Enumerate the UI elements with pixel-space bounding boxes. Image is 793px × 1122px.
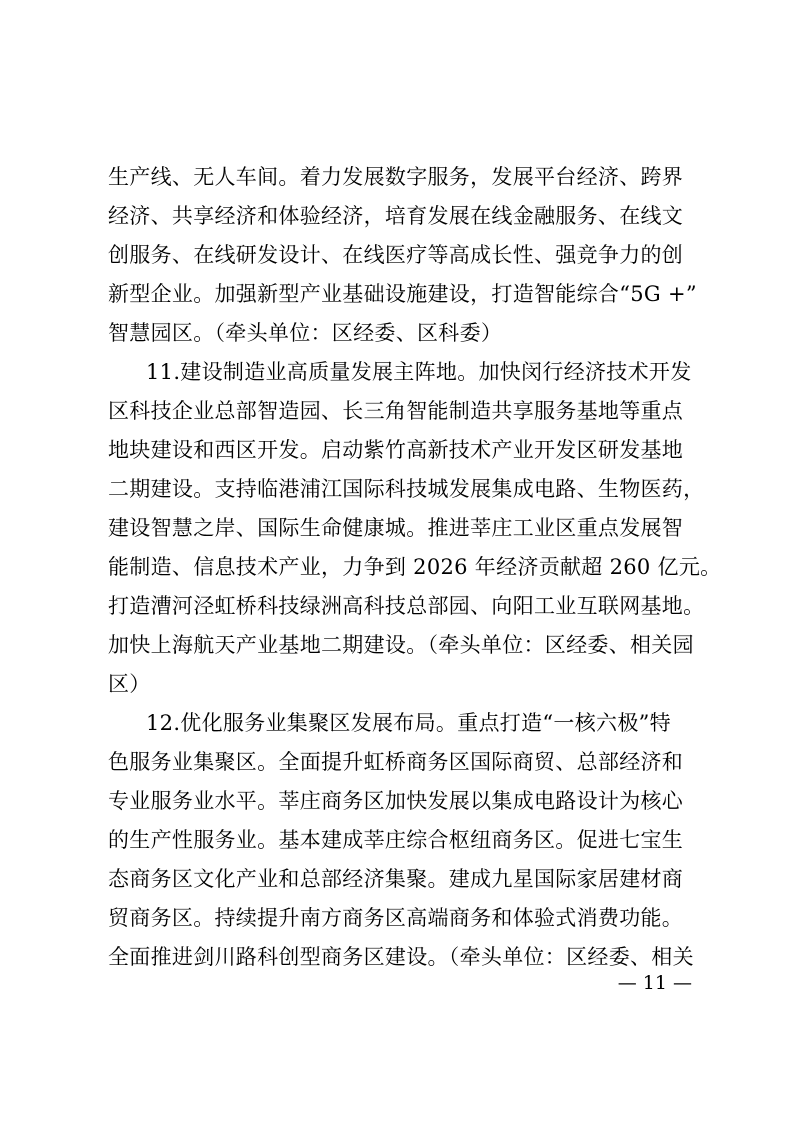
text-line: 态商务区文化产业和总部经济集聚。建成九星国际家居建材商: [108, 867, 684, 891]
page-number: — 11 —: [617, 972, 692, 994]
text-line: 二期建设。支持临港浦江国际科技城发展集成电路、生物医药，: [108, 477, 705, 501]
text-line: 智慧园区。（牵头单位：区经委、区科委）: [108, 321, 503, 345]
text-line: 的生产性服务业。基本建成莘庄综合枢纽商务区。促进七宝生: [108, 828, 684, 852]
text-line: 地块建设和西区开发。启动紫竹高新技术产业开发区研发基地: [108, 438, 684, 462]
text-line: 区科技企业总部智造园、长三角智能制造共享服务基地等重点: [108, 399, 684, 423]
text-line: 色服务业集聚区。全面提升虹桥商务区国际商贸、总部经济和: [108, 750, 684, 774]
text-line: 全面推进剑川路科创型商务区建设。（牵头单位：区经委、相关: [108, 945, 694, 969]
text-line: 12.优化服务业集聚区发展布局。重点打造“一核六极”特: [146, 711, 671, 735]
text-line: 建设智慧之岸、国际生命健康城。推进莘庄工业区重点发展智: [108, 516, 684, 540]
text-line: 加快上海航天产业基地二期建设。（牵头单位：区经委、相关园: [108, 633, 694, 657]
text-line: 11.建设制造业高质量发展主阵地。加快闵行经济技术开发: [146, 360, 692, 384]
text-line: 能制造、信息技术产业，力争到 2026 年经济贡献超 260 亿元。: [108, 555, 722, 579]
text-line: 生产线、无人车间。着力发展数字服务，发展平台经济、跨界: [108, 165, 684, 189]
text-line: 经济、共享经济和体验经济，培育发展在线金融服务、在线文: [108, 204, 684, 228]
text-line: 贸商务区。持续提升南方商务区高端商务和体验式消费功能。: [108, 906, 684, 930]
body-text: [108, 158, 722, 977]
text-line: 创服务、在线研发设计、在线医疗等高成长性、强竞争力的创: [108, 243, 684, 267]
text-line: 打造漕河泾虹桥科技绿洲高科技总部园、向阳工业互联网基地。: [108, 594, 705, 618]
text-line: 区）: [108, 672, 151, 696]
text-line: 专业服务业水平。莘庄商务区加快发展以集成电路设计为核心: [108, 789, 684, 813]
text-line: 新型企业。加强新型产业基础设施建设，打造智能综合“5G +”: [108, 282, 697, 306]
